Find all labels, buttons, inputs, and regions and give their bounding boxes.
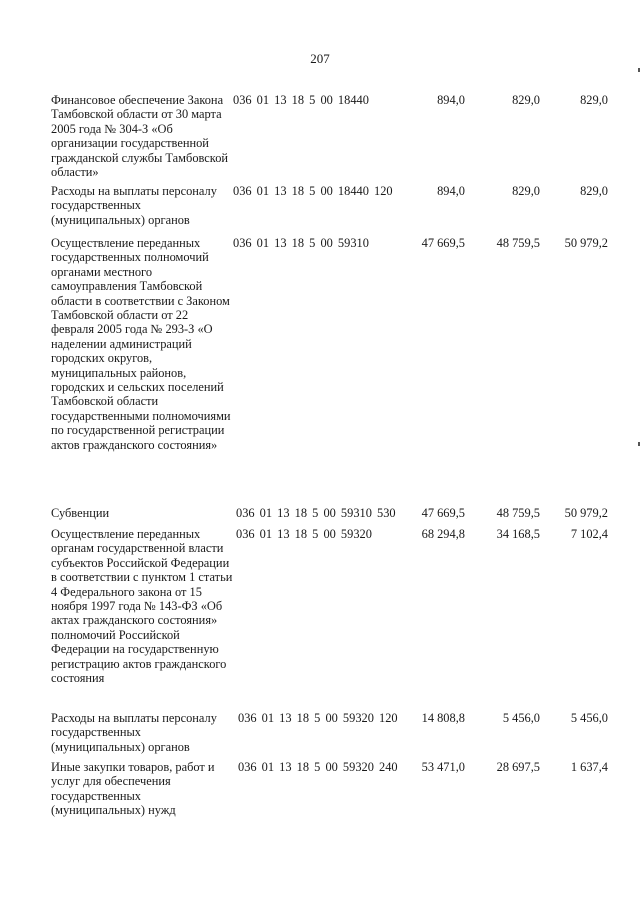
row-code: 036 01 13 18 5 00 18440 120: [233, 184, 393, 198]
row-value-2: 48 759,5: [496, 236, 540, 250]
row-value-2: 28 697,5: [496, 760, 540, 774]
row-code: 036 01 13 18 5 00 59310: [233, 236, 369, 250]
row-value-3: 829,0: [580, 184, 608, 198]
row-code: 036 01 13 18 5 00 18440: [233, 93, 369, 107]
row-name: Осуществление переданных государственных полномочий органами местного самоуправления Тамбовской области в соответствии с Законом Тамбовской области от 22 февраля 2005 года № 293-З «О наделении администраций городских округов, муниципальных районов, городских и сельских поселений Тамбовской области государственными полномочиями по государственной регистрации актов гражданского состояния»: [51, 236, 231, 452]
row-name: Субвенции: [51, 506, 110, 520]
row-value-2: 829,0: [512, 184, 540, 198]
row-value-3: 50 979,2: [564, 506, 608, 520]
row-value-3: 1 637,4: [570, 760, 608, 774]
row-value-2: 48 759,5: [496, 506, 540, 520]
row-name: Иные закупки товаров, работ и услуг для обеспечения государственных (муниципальных) нужд: [51, 760, 215, 818]
row-value-3: 5 456,0: [570, 711, 608, 725]
row-name: Расходы на выплаты персоналу государственных (муниципальных) органов: [51, 711, 217, 754]
row-value-2: 34 168,5: [496, 527, 540, 541]
row-code: 036 01 13 18 5 00 59320 240: [238, 760, 398, 774]
row-value-3: 50 979,2: [564, 236, 608, 250]
row-value-1: 14 808,8: [421, 711, 465, 725]
row-name: Осуществление переданных органам государственной власти субъектов Российской Федерации в соответствии с пунктом 1 статьи 4 Федерального закона от 15 ноября 1997 года № 143-ФЗ «Об актах гражданского состояния» полномочий Российской Федерации на государственную регистрацию актов гражданского состояния: [51, 527, 233, 686]
row-code: 036 01 13 18 5 00 59310 530: [236, 506, 396, 520]
row-value-3: 7 102,4: [570, 527, 608, 541]
row-code: 036 01 13 18 5 00 59320: [236, 527, 372, 541]
row-value-1: 47 669,5: [421, 506, 465, 520]
row-value-1: 47 669,5: [421, 236, 465, 250]
row-code: 036 01 13 18 5 00 59320 120: [238, 711, 398, 725]
row-value-2: 829,0: [512, 93, 540, 107]
row-value-1: 894,0: [437, 93, 465, 107]
row-value-1: 53 471,0: [421, 760, 465, 774]
row-value-1: 894,0: [437, 184, 465, 198]
row-name: Расходы на выплаты персоналу государственных (муниципальных) органов: [51, 184, 217, 227]
row-value-3: 829,0: [580, 93, 608, 107]
page-number: 207: [310, 51, 330, 66]
row-value-1: 68 294,8: [421, 527, 465, 541]
row-name: Финансовое обеспечение Закона Тамбовской области от 30 марта 2005 года № 304-З «Об организации государственной гражданской службы Тамбовской области»: [51, 93, 229, 180]
row-value-2: 5 456,0: [502, 711, 540, 725]
